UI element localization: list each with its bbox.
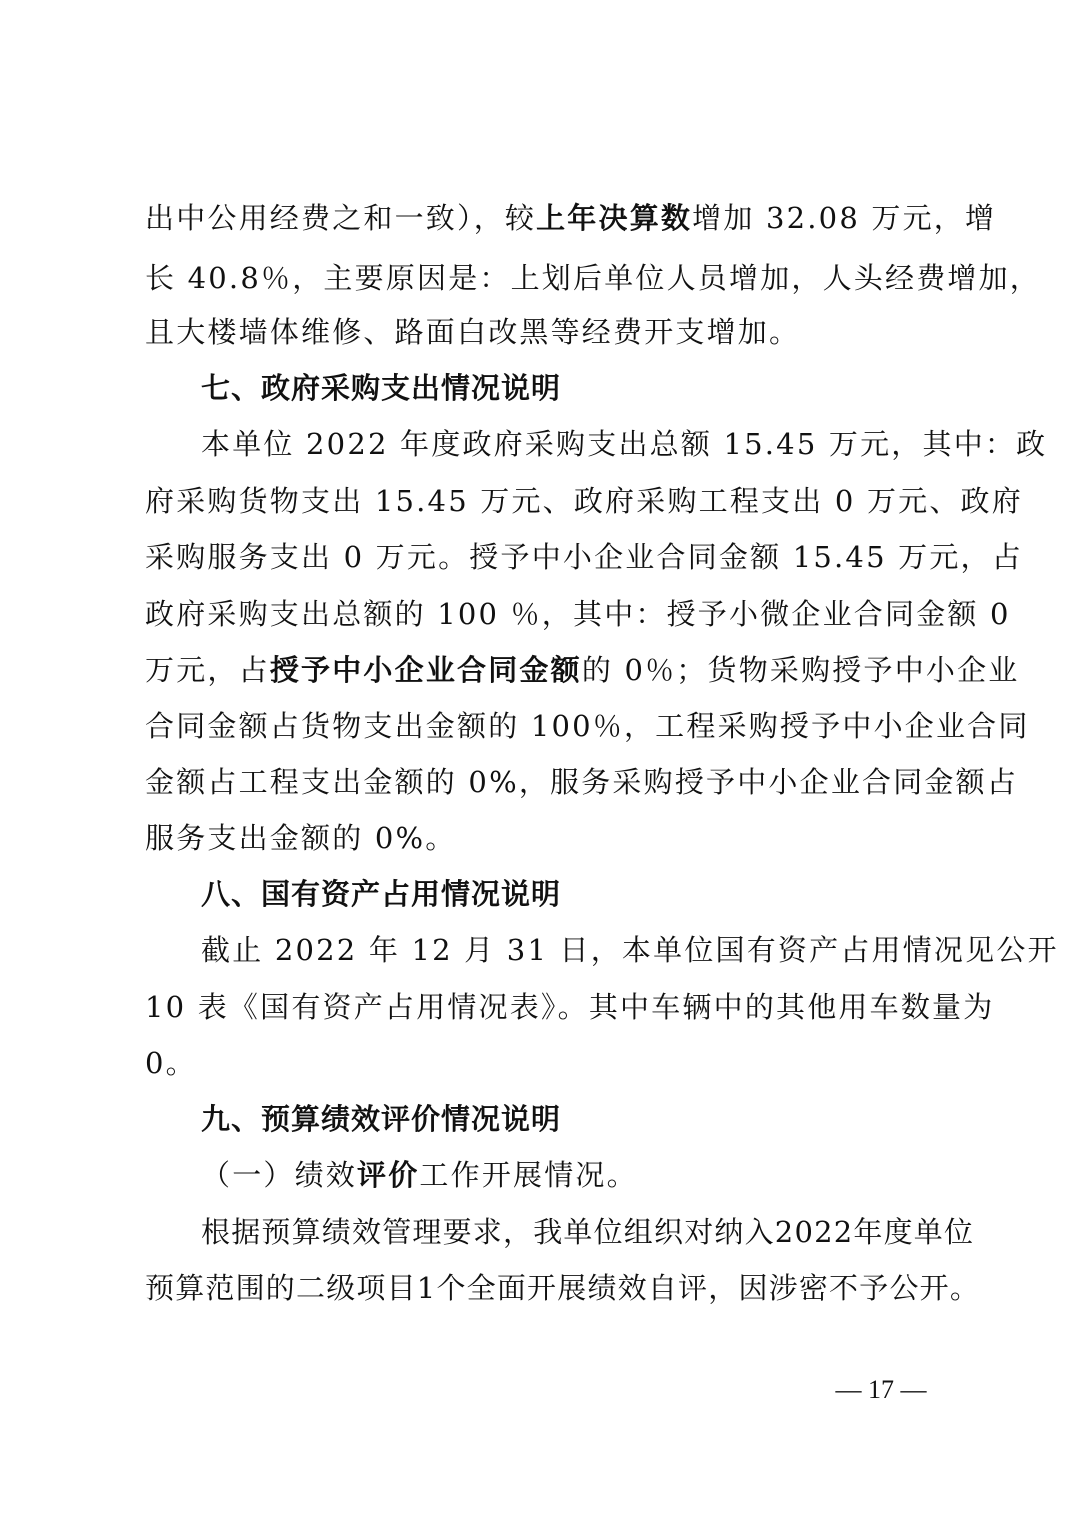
paragraph-line: 采购服务支出 0 万元。授予中小企业合同金额 15.45 万元，占 xyxy=(145,540,1023,574)
paragraph-line: 10 表《国有资产占用情况表》。其中车辆中的其他用车数量为 xyxy=(145,990,995,1024)
paragraph-line xyxy=(201,1155,930,1195)
text-run: 万元，占 xyxy=(145,653,270,687)
section-heading-8: 八、国有资产占用情况说明 xyxy=(201,877,562,911)
text-run: 出中公用经费之和一致），较 xyxy=(145,201,537,235)
paragraph-line: 预算范围的二级项目1个全面开展绩效自评，因涉密不予公开。 xyxy=(145,1271,981,1305)
paragraph-line: 且大楼墙体维修、路面白改黑等经费开支增加。 xyxy=(145,315,801,349)
page-number: — 17 — xyxy=(835,1375,927,1404)
paragraph-line: 截止 2022 年 12 月 31 日，本单位国有资产占用情况见公开 xyxy=(201,933,1059,967)
paragraph-line: 服务支出金额的 0%。 xyxy=(145,821,457,855)
paragraph-line: 根据预算绩效管理要求，我单位组织对纳入2022年度单位 xyxy=(201,1215,975,1249)
emphasized-text: 评价 xyxy=(357,1158,420,1192)
text-run: 的 0％；货物采购授予中小企业 xyxy=(581,653,1020,687)
paragraph-line: 合同金额占货物支出金额的 100％，工程采购授予中小企业合同 xyxy=(145,709,1030,743)
paragraph-line: 长 40.8％，主要原因是：上划后单位人员增加，人头经费增加， xyxy=(145,261,1041,295)
emphasized-text: 上年决算数 xyxy=(536,201,693,235)
paragraph-line xyxy=(145,650,1020,690)
paragraph-line xyxy=(145,198,997,238)
paragraph-line: 政府采购支出总额的 100 ％，其中：授予小微企业合同金额 0 xyxy=(145,597,1011,631)
paragraph-line: 0。 xyxy=(145,1046,197,1080)
text-run: （一）绩效 xyxy=(201,1158,358,1192)
text-run: 工作开展情况。 xyxy=(419,1158,638,1192)
paragraph-line: 府采购货物支出 15.45 万元、政府采购工程支出 0 万元、政府 xyxy=(145,484,1023,518)
text-run: 增加 32.08 万元，增 xyxy=(692,201,997,235)
section-heading-9: 九、预算绩效评价情况说明 xyxy=(201,1102,562,1136)
paragraph-line: 本单位 2022 年度政府采购支出总额 15.45 万元，其中：政 xyxy=(201,427,1048,461)
emphasized-text: 授予中小企业合同金额 xyxy=(269,653,582,687)
paragraph-line: 金额占工程支出金额的 0%，服务采购授予中小企业合同金额占 xyxy=(145,765,1019,799)
section-heading-7: 七、政府采购支出情况说明 xyxy=(201,371,562,405)
